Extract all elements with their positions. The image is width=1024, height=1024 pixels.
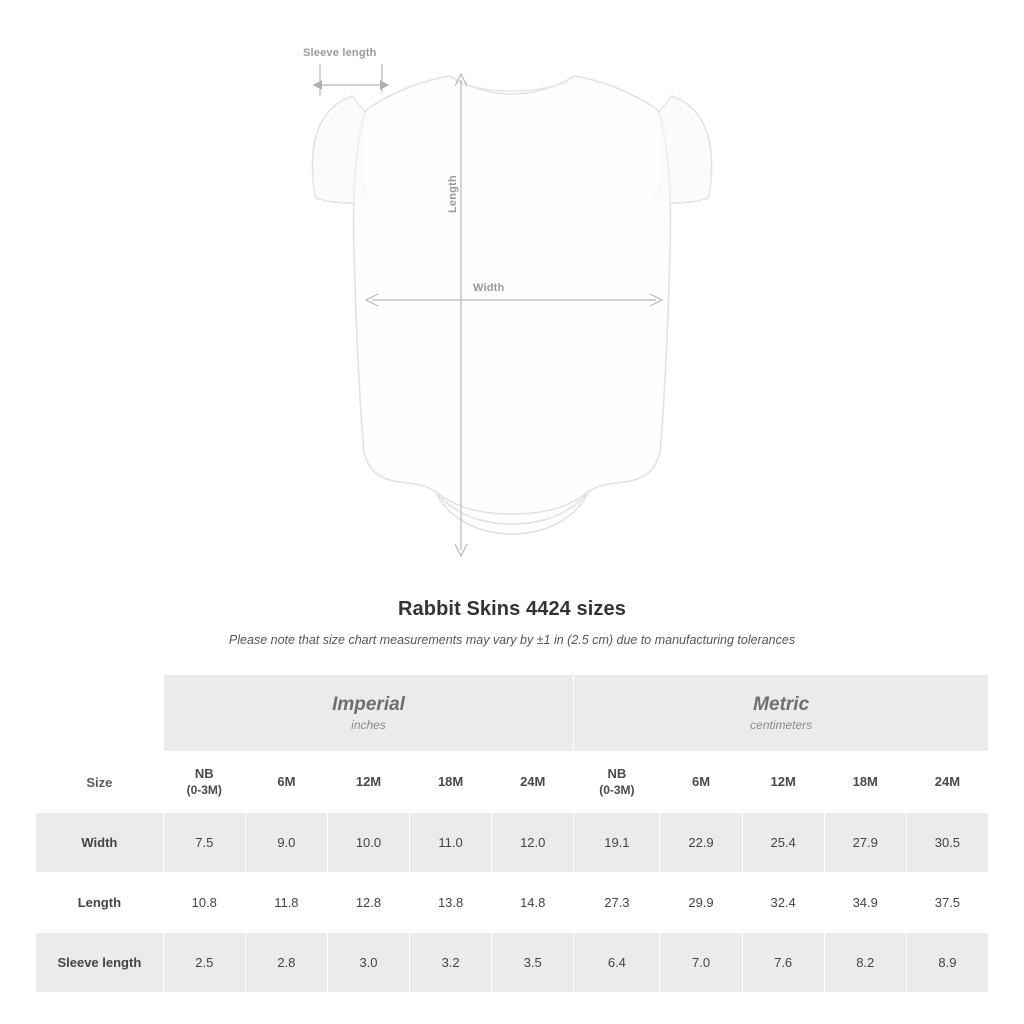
size-header-cell-5 [574,752,660,813]
row-label: Width [36,813,164,873]
table-cell: 8.2 [824,933,906,993]
row-label: Length [36,873,164,933]
table-cell: 14.8 [492,873,574,933]
size-header-cell-7 [742,752,824,813]
size-label-sub: (0-3M) [599,782,635,797]
table-cell: 34.9 [824,873,906,933]
table-cell: 25.4 [742,813,824,873]
size-header-cell-6 [660,752,742,813]
table-cell: 30.5 [906,813,988,873]
width-label: Width [473,282,505,294]
table-cell: 7.6 [742,933,824,993]
table-cell: 10.8 [163,873,245,933]
size-label-sub: (0-3M) [186,782,222,797]
size-label-main: NB [607,765,627,781]
table-cell: 10.0 [327,813,409,873]
unit-imperial-cell [163,675,574,752]
size-label-main: 12M [355,773,382,789]
unit-imperial-name: Imperial [332,693,405,715]
table-row [36,873,989,933]
table-cell: 37.5 [906,873,988,933]
size-header-row [36,752,989,813]
table-row [36,933,989,993]
size-chart-table [35,674,989,993]
unit-metric-sub: centimeters [750,718,813,733]
table-cell: 22.9 [660,813,742,873]
table-cell: 29.9 [660,873,742,933]
table-cell: 3.0 [327,933,409,993]
table-cell: 11.0 [410,813,492,873]
size-label-main: 18M [852,773,878,789]
size-header-cell-1 [245,752,327,813]
size-header-label: Size [36,752,164,813]
table-cell: 27.3 [574,873,660,933]
table-cell: 32.4 [742,873,824,933]
table-cell: 7.5 [163,813,245,873]
sleeve-length-label: Sleeve length [303,47,377,59]
table-cell: 13.8 [410,873,492,933]
row-label: Sleeve length [36,933,164,993]
table-cell: 2.5 [163,933,245,993]
table-cell: 27.9 [824,813,906,873]
table-cell: 12.0 [492,813,574,873]
size-header-cell-2 [327,752,409,813]
title-block [0,598,1024,647]
size-header-cell-4 [492,752,574,813]
size-label-main: 12M [770,773,796,789]
table-cell: 6.4 [574,933,660,993]
table-cell: 3.5 [492,933,574,993]
unit-metric-cell [574,675,989,752]
unit-metric-name: Metric [753,693,810,715]
size-label-main: 24M [934,773,961,789]
size-header-cell-3 [410,752,492,813]
table-cell: 2.8 [245,933,327,993]
unit-spacer-cell [36,675,164,752]
table-cell: 8.9 [906,933,988,993]
size-header-cell-8 [824,752,906,813]
measurement-note: Please note that size chart measurements may vary by ±1 in (2.5 cm) due to manufacturing tolerances [228,633,796,647]
size-label-main: 6M [691,773,711,789]
table-cell: 19.1 [574,813,660,873]
size-chart-table-wrap [35,674,989,993]
table-cell: 3.2 [410,933,492,993]
size-header-cell-0 [163,752,245,813]
table-row [36,813,989,873]
table-cell: 7.0 [660,933,742,993]
size-header-cell-9 [906,752,988,813]
length-label: Length [447,175,459,213]
size-label-main: NB [194,765,214,781]
table-cell: 12.8 [327,873,409,933]
size-label-main: 18M [437,773,464,789]
table-cell: 11.8 [245,873,327,933]
size-label-main: 24M [520,773,546,789]
table-cell: 9.0 [245,813,327,873]
unit-header-row [36,675,989,752]
page-title: Rabbit Skins 4424 sizes [398,598,626,620]
size-label-main: 6M [277,773,296,789]
unit-imperial-sub: inches [351,718,386,733]
